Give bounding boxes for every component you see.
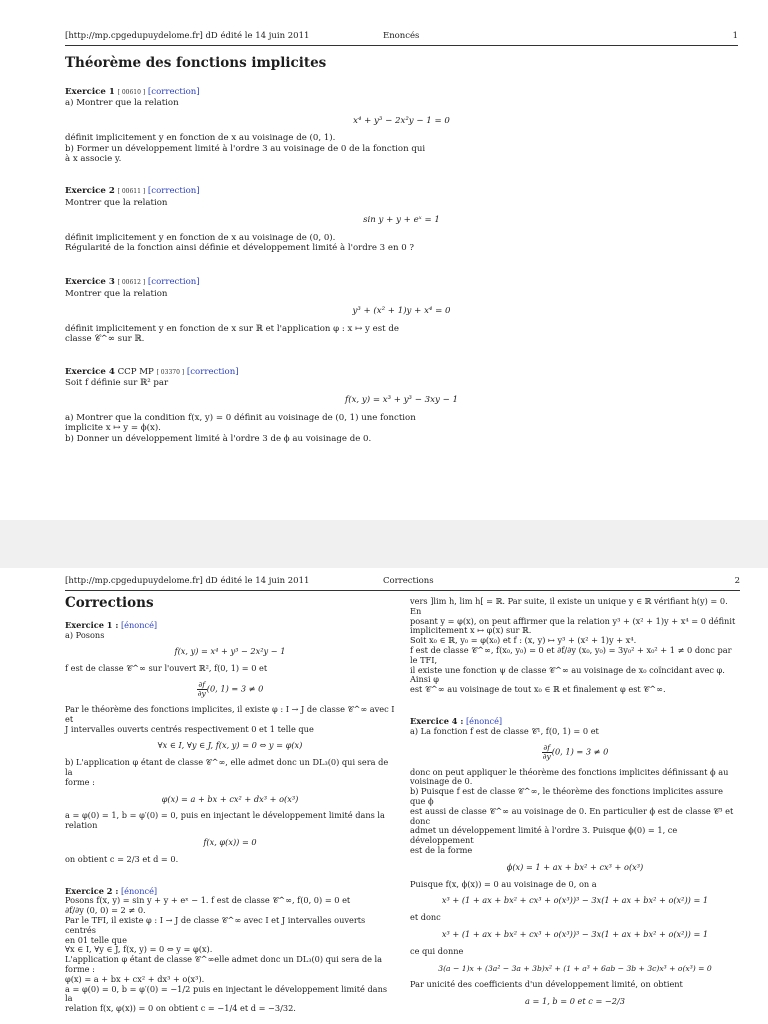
text-line: ∀x ∈ I, ∀y ∈ J, f(x, y) = 0 ⇔ y = φ(x).: [65, 944, 213, 955]
equation: a = 1, b = 0 et c = −2/3: [525, 996, 625, 1007]
exercise-heading: Exercice 3: [65, 277, 115, 288]
exercise-ref: [ 00611 ]: [117, 188, 146, 196]
equation: f(x, y) = x⁴ + y³ − 2x²y − 1: [174, 646, 286, 657]
text-line: f est de classe 𝒞^∞ sur l'ouvert ℝ², f(0, 1) = 0 et: [65, 663, 268, 674]
exercise-heading: Exercice 4: [65, 366, 115, 377]
left-column: [65, 591, 395, 1014]
text-line: définit implicitement y en fonction de x sur ℝ et l'application φ : x ↦ y est de: [65, 323, 399, 334]
text-line: L'application φ étant de classe 𝒞^∞elle admet donc un DL₃(0) qui sera de la: [65, 954, 383, 965]
text-line: forme :: [65, 963, 95, 974]
exercise-4: [65, 367, 738, 444]
text-line: est 𝒞^∞ au voisinage de tout x₀ ∈ ℝ et finalement φ est 𝒞^∞.: [410, 684, 666, 695]
text-line: implicite x ↦ y = ϕ(x).: [65, 423, 161, 434]
text-line: on obtient c = 2/3 et d = 0.: [65, 853, 179, 864]
correction-link[interactable]: [correction]: [147, 277, 200, 288]
fraction-numerator: ∂f: [198, 679, 206, 689]
text-line: a) Montrer que la condition f(x, y) = 0 définit au voisinage de (0, 1) une fonction: [65, 412, 416, 423]
correction-heading: Exercice 2 :: [65, 885, 119, 896]
text-line: est aussi de classe 𝒞^∞ au voisinage de 0. En particulier ϕ est de classe 𝒞³ et donc: [410, 805, 734, 826]
text-line: a) Montrer que la relation: [65, 98, 179, 109]
text-line: b) L'application φ étant de classe 𝒞^∞, elle admet donc un DL₃(0) qui sera de la: [65, 757, 389, 777]
text-line: a = φ(0) = 0, b = φ′(0) = −1/2 puis en injectant le développement limité dans la: [65, 983, 388, 1004]
text-line: b) Donner un développement limité à l'ordre 3 de ϕ au voisinage de 0.: [65, 433, 372, 444]
equation: f(x, φ(x)) = 0: [203, 836, 257, 847]
equation-partial: [65, 681, 395, 698]
text-line: relation f(x, φ(x)) = 0 on obtient c = −1/4 et d = −3/32.: [65, 1003, 296, 1014]
equation-rest: (0, 1) = 3 ≠ 0: [206, 683, 264, 694]
header-section: Corrections: [383, 576, 434, 586]
equation: x⁴ + y³ − 2x²y − 1 = 0: [353, 115, 450, 126]
text-line: forme :: [65, 776, 95, 787]
header-section: Enoncés: [383, 31, 420, 41]
exercise-ref: [ 00610 ]: [117, 89, 146, 96]
exercise-tag: CCP MP: [117, 366, 154, 377]
exercise-heading: Exercice 2: [65, 186, 115, 197]
fraction-denominator: ∂y: [197, 688, 206, 698]
text-line: définit implicitement y en fonction de x au voisinage de (0, 0).: [65, 232, 336, 243]
running-header: [65, 27, 738, 46]
text-line: Montrer que la relation: [65, 288, 168, 299]
text-line: et donc: [410, 912, 441, 923]
fraction-denominator: ∂y: [542, 751, 551, 761]
equation: x³ + (1 + ax + bx² + cx³ + o(x³))³ − 3x(1 + ax + bx² + o(x²)) = 1: [441, 928, 709, 939]
text-line: classe 𝒞^∞ sur ℝ.: [65, 334, 145, 345]
page-number: 1: [732, 31, 738, 41]
text-line: admet un développement limité à l'ordre 3. Puisque ϕ(0) = 1, ce développement: [410, 825, 678, 846]
text-line: a) La fonction f est de classe 𝒞¹, f(0, 1) = 0 et: [410, 725, 599, 736]
text-line: donc on peut appliquer le théorème des fonctions implicites définissant ϕ au: [410, 766, 729, 777]
exercise-1: [65, 87, 738, 164]
text-line: Puisque f(x, ϕ(x)) = 0 au voisinage de 0, on a: [410, 878, 597, 889]
text-line: φ(x) = a + bx + cx² + dx³ + o(x³).: [65, 973, 205, 984]
text-line: en 01 telle que: [65, 934, 127, 945]
right-column: [410, 597, 740, 1014]
equation-rest: (0, 1) = 3 ≠ 0: [551, 746, 609, 757]
statement-link[interactable]: [énoncé]: [120, 619, 158, 630]
text-line: ce qui donne: [410, 945, 464, 956]
text-line: à x associe y.: [65, 154, 122, 165]
text-line: J intervalles ouverts centrés respectivement 0 et 1 telle que: [65, 723, 314, 734]
text-line: Soit f définie sur ℝ² par: [65, 377, 169, 388]
statement-link[interactable]: [énoncé]: [465, 715, 503, 726]
exercise-2: [65, 186, 738, 253]
correction-heading: Exercice 1 :: [65, 619, 119, 630]
page-number: 2: [734, 576, 740, 586]
text-line: b) Former un développement limité à l'ordre 3 au voisinage de 0 de la fonction qui: [65, 143, 426, 154]
page-gap: [0, 520, 768, 568]
text-line: Régularité de la fonction ainsi définie et développement limité à l'ordre 3 en 0 ?: [65, 243, 415, 254]
text-line: est de la forme: [410, 844, 473, 855]
header-source: [http://mp.cpgedupuydelome.fr] dD édité le 14 juin 2011: [65, 31, 310, 41]
text-line: ∂f/∂y (0, 0) = 2 ≠ 0.: [65, 905, 146, 916]
equation: x³ + (1 + ax + bx² + cx³ + o(x³))³ − 3x(1 + ax + bx² + o(x²)) = 1: [441, 895, 709, 906]
correction-link[interactable]: [correction]: [147, 87, 200, 97]
fraction: [542, 744, 552, 761]
equation-partial: [410, 744, 740, 761]
text-line: b) Puisque f est de classe 𝒞^∞, le théorème des fonctions implicites assure que ϕ: [410, 786, 723, 806]
text-line: il existe une fonction ψ de classe 𝒞^∞ au voisinage de x₀ coïncidant avec φ. Ainsi φ: [410, 664, 725, 685]
running-header: [65, 572, 740, 591]
text-line: Soit x₀ ∈ ℝ, y₀ = φ(x₀) et f : (x, y) ↦ y³ + (x² + 1)y + x⁴.: [410, 635, 637, 646]
text-line: définit implicitement y en fonction de x au voisinage de (0, 1).: [65, 133, 336, 144]
text-line: a) Posons: [65, 629, 105, 640]
text-line: a = φ(0) = 1, b = φ′(0) = 0, puis en injectant le développement limité dans la: [65, 810, 385, 821]
header-source: [http://mp.cpgedupuydelome.fr] dD édité le 14 juin 2011: [65, 576, 310, 586]
equation: ∀x ∈ I, ∀y ∈ J, f(x, y) = 0 ⇔ y = φ(x): [157, 740, 303, 751]
text-line: Par le théorème des fonctions implicites, il existe φ : I → J de classe 𝒞^∞ avec I et: [65, 703, 395, 724]
exercise-3: [65, 277, 738, 344]
correction-link[interactable]: [correction]: [147, 186, 200, 197]
text-line: Posons f(x, y) = sin y + y + eˣ − 1. f est de classe 𝒞^∞, f(0, 0) = 0 et: [65, 895, 351, 906]
fraction: [197, 681, 207, 698]
text-line: posant y = φ(x), on peut affirmer que la relation y³ + (x² + 1)y + x⁴ = 0 définit: [410, 615, 736, 626]
page-2: [0, 568, 768, 1024]
equation: φ(x) = a + bx + cx² + dx³ + o(x³): [161, 793, 299, 804]
exercise-heading: Exercice 1: [65, 87, 115, 97]
text-line: Par le TFI, il existe φ : I → J de classe 𝒞^∞ avec I et J intervalles ouverts centrés: [65, 914, 366, 935]
correction-link[interactable]: [correction]: [186, 366, 239, 377]
fraction-numerator: ∂f: [543, 742, 551, 752]
page-title: Corrections: [65, 595, 154, 611]
text-line: vers ]lim h, lim h[ = ℝ. Par suite, il existe un unique y ∈ ℝ vérifiant h(y) = 0. En: [410, 596, 728, 616]
page-title: Théorème des fonctions implicites: [65, 55, 327, 71]
equation: y³ + (x² + 1)y + x⁴ = 0: [352, 306, 451, 317]
text-line: relation: [65, 820, 98, 831]
equation: ϕ(x) = 1 + ax + bx² + cx³ + o(x³): [506, 861, 644, 872]
text-line: f est de classe 𝒞^∞, f(x₀, y₀) = 0 et ∂f/∂y (x₀, y₀) = 3y₀² + x₀² + 1 ≠ 0 donc par le TFI,: [410, 644, 732, 665]
statement-link[interactable]: [énoncé]: [120, 885, 158, 896]
text-line: Par unicité des coefficients d'un développement limité, on obtient: [410, 979, 683, 990]
exercise-ref: [ 03370 ]: [156, 368, 185, 376]
text-line: voisinage de 0.: [410, 776, 473, 787]
exercise-ref: [ 00612 ]: [117, 279, 146, 287]
correction-heading: Exercice 4 :: [410, 715, 464, 726]
equation: 3(a − 1)x + (3a² − 3a + 3b)x² + (1 + a³ + 6ab − 3b + 3c)x³ + o(x³) = 0: [438, 963, 712, 973]
equation: f(x, y) = x³ + y³ − 3xy − 1: [345, 395, 458, 406]
text-line: implicitement x ↦ φ(x) sur ℝ.: [410, 625, 532, 636]
equation: sin y + y + eˣ = 1: [363, 215, 440, 226]
text-line: Montrer que la relation: [65, 197, 168, 208]
